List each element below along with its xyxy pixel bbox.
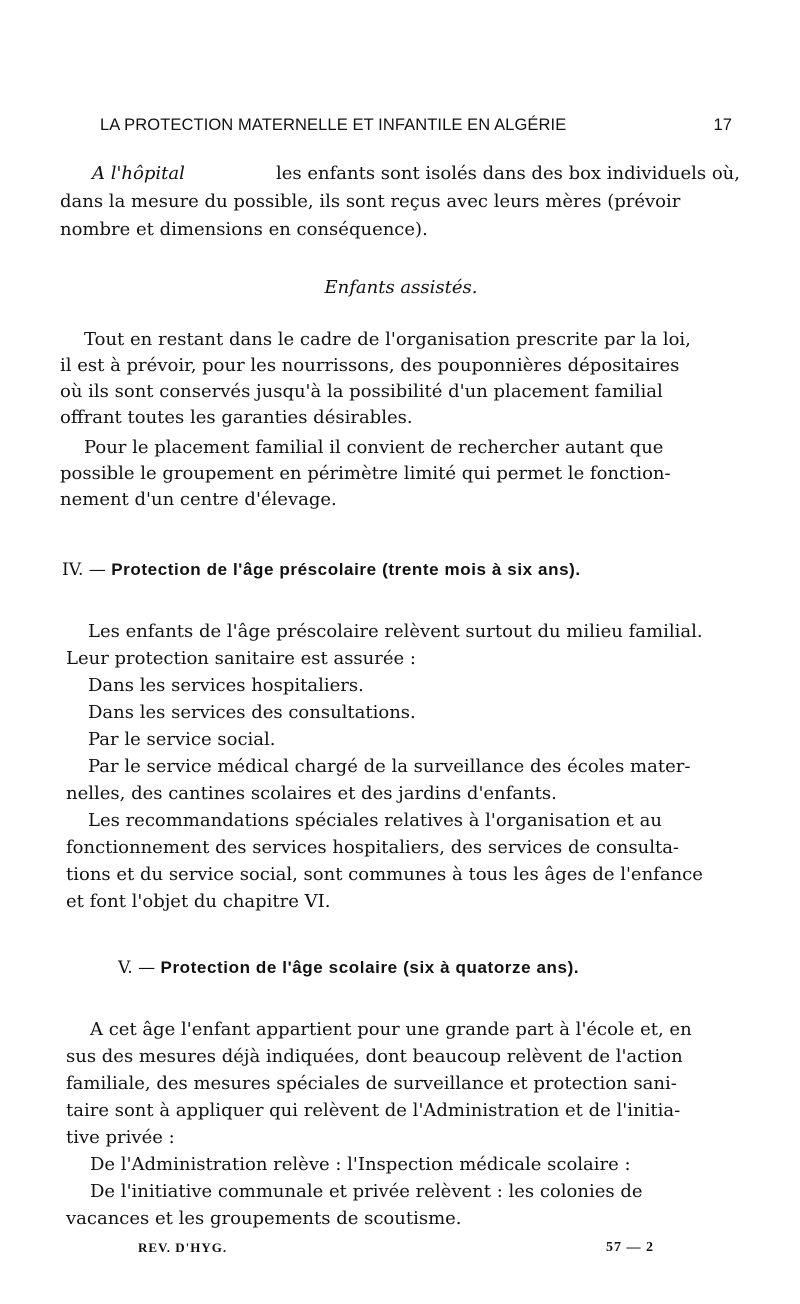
text-line: offrant toutes les garanties désirables. bbox=[60, 407, 413, 428]
text-line: tions et du service social, sont communes à tous les âges de l'enfance bbox=[66, 864, 703, 885]
section-range: (trente mois à six ans). bbox=[382, 560, 581, 579]
text-line: A cet âge l'enfant appartient pour une grande part à l'école et, en bbox=[90, 1019, 692, 1040]
subsection-title: Enfants assistés. bbox=[324, 277, 478, 298]
text-line: tive privée : bbox=[66, 1127, 175, 1148]
text-line: nombre et dimensions en conséquence). bbox=[60, 219, 428, 240]
section-title: Protection de l'âge scolaire bbox=[160, 958, 398, 977]
section-number: V. — bbox=[118, 958, 156, 978]
text-line: vacances et les groupements de scoutisme. bbox=[66, 1208, 462, 1229]
section-number: IV. — bbox=[62, 560, 106, 580]
text-line: familiale, des mesures spéciales de surveillance et protection sani- bbox=[66, 1073, 677, 1094]
text-line: et font l'objet du chapitre VI. bbox=[66, 891, 331, 912]
text-line: il est à prévoir, pour les nourrissons, des pouponnières dépositaires bbox=[60, 355, 680, 376]
text-line: Pour le placement familial il convient de rechercher autant que bbox=[84, 437, 664, 458]
footer-signature: 57 — 2 bbox=[606, 1240, 654, 1255]
text-line: Par le service social. bbox=[88, 729, 276, 750]
running-head-title: LA PROTECTION MATERNELLE ET INFANTILE EN ALGÉRIE bbox=[100, 116, 567, 134]
text-line: nement d'un centre d'élevage. bbox=[60, 489, 337, 510]
text-line: fonctionnement des services hospitaliers, des services de consulta- bbox=[66, 837, 680, 858]
section-heading bbox=[62, 560, 581, 580]
text-line: Tout en restant dans le cadre de l'organisation prescrite par la loi, bbox=[84, 329, 691, 350]
text-line: De l'initiative communale et privée relèvent : les colonies de bbox=[90, 1181, 643, 1202]
section-title: Protection de l'âge préscolaire bbox=[111, 560, 377, 579]
text-line: taire sont à appliquer qui relèvent de l'Administration et de l'initia- bbox=[66, 1100, 681, 1121]
page-number: 17 bbox=[713, 116, 732, 134]
text-line: où ils sont conservés jusqu'à la possibilité d'un placement familial bbox=[60, 381, 663, 402]
text-line: dans la mesure du possible, ils sont reçus avec leurs mères (prévoir bbox=[60, 191, 681, 212]
text-fragment: les enfants sont isolés dans des box individuels où, bbox=[276, 163, 740, 184]
text-line: Dans les services hospitaliers. bbox=[88, 675, 364, 696]
section-range: (six à quatorze ans). bbox=[403, 958, 580, 977]
running-head bbox=[100, 116, 740, 135]
text-line: Les recommandations spéciales relatives à l'organisation et au bbox=[88, 810, 662, 831]
text-line: Leur protection sanitaire est assurée : bbox=[66, 648, 416, 669]
text-line bbox=[92, 162, 740, 186]
text-line: Les enfants de l'âge préscolaire relèvent surtout du milieu familial. bbox=[88, 621, 703, 642]
text-line: Par le service médical chargé de la surveillance des écoles mater- bbox=[88, 756, 691, 777]
text-line: Dans les services des consultations. bbox=[88, 702, 416, 723]
text-line: sus des mesures déjà indiquées, dont beaucoup relèvent de l'action bbox=[66, 1046, 683, 1067]
section-heading bbox=[118, 958, 579, 978]
footer-journal: REV. D'HYG. bbox=[138, 1240, 228, 1255]
text-line: nelles, des cantines scolaires et des jardins d'enfants. bbox=[66, 783, 557, 804]
text-line: De l'Administration relève : l'Inspection médicale scolaire : bbox=[90, 1154, 631, 1175]
text-line: possible le groupement en périmètre limité qui permet le fonction- bbox=[60, 463, 671, 484]
italic-lead: A l'hôpital bbox=[92, 163, 185, 184]
